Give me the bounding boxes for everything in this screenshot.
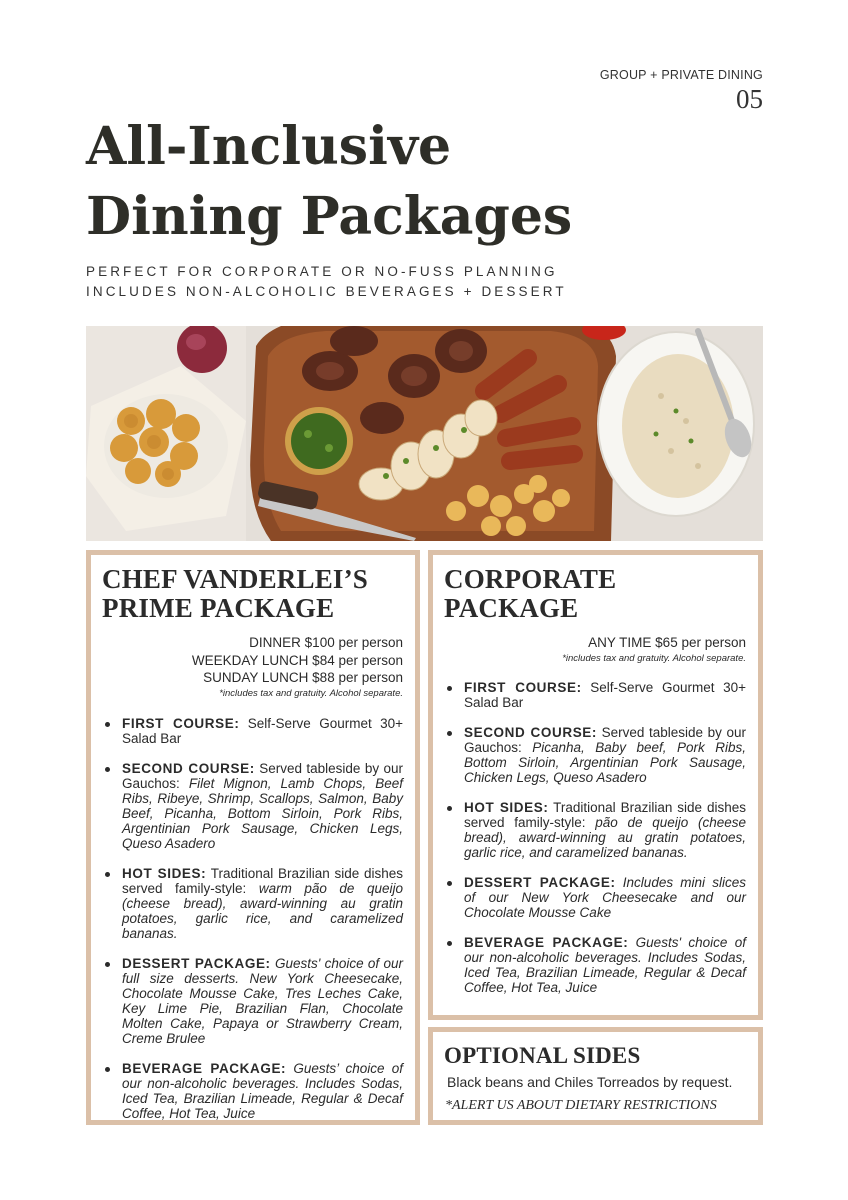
item-text: Served tableside by our Gauchos:: [122, 760, 403, 791]
hero-food-photo: [86, 326, 763, 541]
price-weekday-lunch: WEEKDAY LUNCH $84 per person: [191, 652, 403, 668]
page-title-line-1: All-Inclusive: [86, 116, 452, 177]
item-label: FIRST COURSE:: [122, 715, 240, 731]
item-label: DESSERT PACKAGE:: [122, 955, 271, 971]
optional-sides-title: OPTIONAL SIDES: [444, 1043, 641, 1068]
item-label: BEVERAGE PACKAGE:: [122, 1060, 287, 1076]
item-text: Self-Serve Gourmet 30+ Salad Bar: [122, 715, 403, 746]
corporate-tax-note: *includes tax and gratuity. Alcohol separate.: [562, 652, 746, 664]
subtitle: [86, 262, 567, 302]
item-label: BEVERAGE PACKAGE:: [464, 934, 629, 950]
prime-prices: [102, 634, 403, 687]
item-italic: Guests’ choice of our non-alcoholic beverages. Includes Sodas, Iced Tea, Brazilian Limeade, Regular & Decaf Coffee, Hot Tea, Juice: [122, 1060, 404, 1121]
prime-package-title: [102, 565, 403, 623]
price-sunday-lunch: SUNDAY LUNCH $88 per person: [203, 670, 403, 685]
item-italic: pão de queijo (cheese bread), award-winning au gratin potatoes, garlic rice, and caramelized bananas.: [464, 814, 747, 860]
item-label: DESSERT PACKAGE:: [464, 874, 616, 890]
item-text: [616, 875, 623, 890]
item-italic: Includes mini slices of our New York Cheesecake and our Chocolate Mousse Cake: [464, 874, 746, 920]
list-item: [444, 725, 746, 785]
item-text: Self-Serve Gourmet 30+ Salad Bar: [464, 679, 746, 710]
list-item: [102, 761, 403, 851]
item-italic: warm pão de queijo (cheese bread), award-winning au gratin potatoes, garlic rice, and caramelized bananas.: [122, 880, 403, 941]
item-italic: Guests' choice of our non-alcoholic beverages. Includes Sodas, Iced Tea, Brazilian Limeade, Regular & Decaf Coffee, Hot Tea, Juice: [464, 934, 746, 995]
optional-sides-card: [428, 1027, 763, 1125]
corporate-package-title: [444, 565, 746, 623]
item-italic: Filet Mignon, Lamb Chops, Beef Ribs, Ribeye, Shrimp, Scallops, Salmon, Baby Beef, Picanha, Bottom Sirloin, Pork Ribs, Argentinian Pork Sausage, Chicken Legs, Queso Asadero: [122, 775, 403, 851]
corporate-course-list: [444, 680, 746, 995]
section-label: GROUP + PRIVATE DINING: [599, 68, 763, 82]
price-dinner: DINNER $100 per person: [249, 635, 403, 650]
list-item: [102, 716, 403, 746]
list-item: [444, 935, 746, 995]
page-number: 05: [736, 84, 763, 114]
item-italic: Guests' choice of our full size desserts. New York Cheesecake, Chocolate Mousse Cake, Tres Leches Cake, Key Lime Pie, Brazilian Flan, Chocolate Molten Cake, Papaya or Strawberry Cream, Creme Brulee: [122, 955, 403, 1046]
item-label: HOT SIDES:: [464, 799, 549, 815]
list-item: [444, 800, 746, 860]
item-label: HOT SIDES:: [122, 865, 207, 881]
prime-course-list: [102, 716, 403, 1121]
prime-title-line-2: PRIME PACKAGE: [102, 593, 335, 623]
corporate-title-line-2: PACKAGE: [444, 593, 579, 623]
corporate-title-line-1: CORPORATE: [444, 564, 617, 594]
corporate-prices: [444, 634, 746, 652]
dietary-alert: *ALERT US ABOUT DIETARY RESTRICTIONS: [445, 1098, 717, 1113]
item-label: FIRST COURSE:: [464, 679, 582, 695]
churrasco-platter-illustration: [86, 326, 763, 541]
item-text: Traditional Brazilian side dishes served family-style:: [464, 799, 746, 830]
item-text: Served tableside by our Gauchos:: [464, 724, 746, 755]
page-title: [86, 112, 572, 252]
prime-tax-note: *includes tax and gratuity. Alcohol separate.: [219, 687, 403, 699]
item-text: [628, 935, 635, 950]
corporate-package-card: [428, 550, 763, 1020]
price-any-time: ANY TIME $65 per person: [588, 635, 746, 650]
subtitle-line-2: INCLUDES NON-ALCOHOLIC BEVERAGES + DESSERT: [86, 284, 567, 299]
item-label: SECOND COURSE:: [122, 760, 255, 776]
list-item: [102, 866, 403, 941]
item-italic: Picanha, Baby beef, Pork Ribs, Bottom Sirloin, Argentinian Pork Sausage, Chicken Legs, Queso Asadero: [464, 739, 746, 785]
subtitle-line-1: PERFECT FOR CORPORATE OR NO-FUSS PLANNING: [86, 264, 558, 279]
list-item: [444, 680, 746, 710]
list-item: [102, 1061, 403, 1121]
prime-title-line-1: CHEF VANDERLEI’S: [102, 564, 369, 594]
item-label: SECOND COURSE:: [464, 724, 598, 740]
list-item: [102, 956, 403, 1046]
page-title-line-2: Dining Packages: [86, 186, 573, 247]
optional-sides-text: Black beans and Chiles Torreados by request.: [447, 1074, 733, 1090]
prime-package-card: [86, 550, 420, 1125]
list-item: [444, 875, 746, 920]
item-text: Traditional Brazilian side dishes served family-style:: [122, 865, 403, 896]
